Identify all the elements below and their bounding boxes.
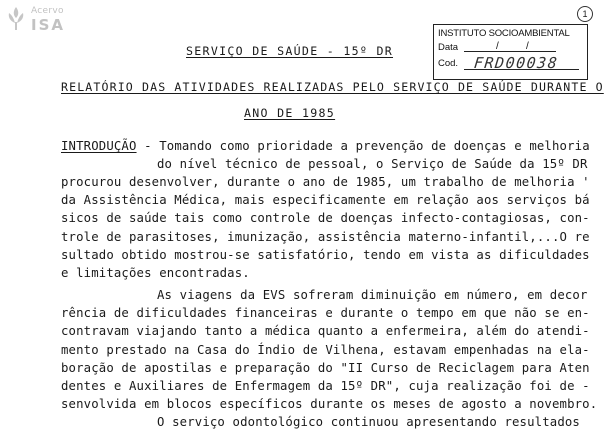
stamp-data-label: Data — [438, 42, 459, 53]
intro-line-text: - Tomando como prioridade a prevenção de doenças e melhoria — [136, 139, 590, 153]
paragraph-line: sicos de saúde tais como controle de doenças infecto-contagiosas, con- — [61, 211, 590, 225]
paragraph-line: da Assistência Médica, mais especificamente em relação aos serviços bá — [61, 193, 590, 207]
report-title-line-2: ANO DE 1985 — [244, 106, 336, 120]
stamp-date-separator: / — [496, 41, 499, 52]
paragraph-line: boração de apostilas e preparação do "II Curso de Reciclagem para Aten — [61, 361, 590, 375]
logo-acervo-text: Acervo — [31, 6, 64, 16]
paragraph-line: sultado obtido mostrou-se satisfatório, tendo em vista as dificuldades — [61, 248, 590, 262]
paragraph-line: mento prestado na Casa do Índio de Vilhena, estavam empenhadas na ela- — [61, 343, 590, 357]
logo-isa-text: ISA — [31, 16, 65, 34]
stamp-cod-label: Cod. — [438, 58, 459, 69]
report-title-line-1: RELATÓRIO DAS ATIVIDADES REALIZADAS PELO SERVIÇO DE SAÚDE DURANTE O — [61, 80, 604, 94]
paragraph-line — [61, 139, 590, 153]
page-number: 1 — [577, 6, 593, 22]
paragraph-line: contravam viajando tanto a médica quanto a enfermeira, além do atendi- — [61, 324, 590, 338]
document-title: SERVIÇO DE SAÚDE - 15º DR — [186, 44, 394, 58]
introduction-label: INTRODUÇÃO — [61, 139, 137, 153]
acervo-isa-logo — [3, 3, 79, 35]
stamp-date-separator: / — [526, 41, 529, 52]
stamp-date-line — [464, 51, 556, 52]
paragraph-line: O serviço odontológico continuou apresentando resultados — [157, 415, 580, 429]
stamp-institution: INSTITUTO SOCIOAMBIENTAL — [438, 28, 570, 39]
stamp-cod-value: FRD00038 — [473, 54, 560, 72]
institution-stamp — [433, 24, 588, 80]
paragraph-line: trole de parasitoses, imunização, assistência materno-infantil,...O re — [61, 230, 590, 244]
paragraph-line: senvolvida em blocos específicos durante os meses de agosto a novembro. — [61, 397, 598, 411]
paragraph-line: rência de dificuldades financeiras e durante o tempo em que não se en- — [61, 306, 590, 320]
paragraph-line: do nível técnico de pessoal, o Serviço de Saúde da 15º DR — [157, 157, 588, 171]
paragraph-line: procurou desenvolver, durante o ano de 1985, um trabalho de melhoria ' — [61, 175, 590, 189]
paragraph-line: e limitações encontradas. — [61, 266, 250, 280]
hand-logo-icon — [5, 5, 27, 31]
paragraph-line: dentes e Auxiliares de Enfermagem da 15º DR", cuja realização foi de - — [61, 379, 590, 393]
paragraph-line: As viagens da EVS sofreram diminuição em número, em decor — [157, 288, 588, 302]
